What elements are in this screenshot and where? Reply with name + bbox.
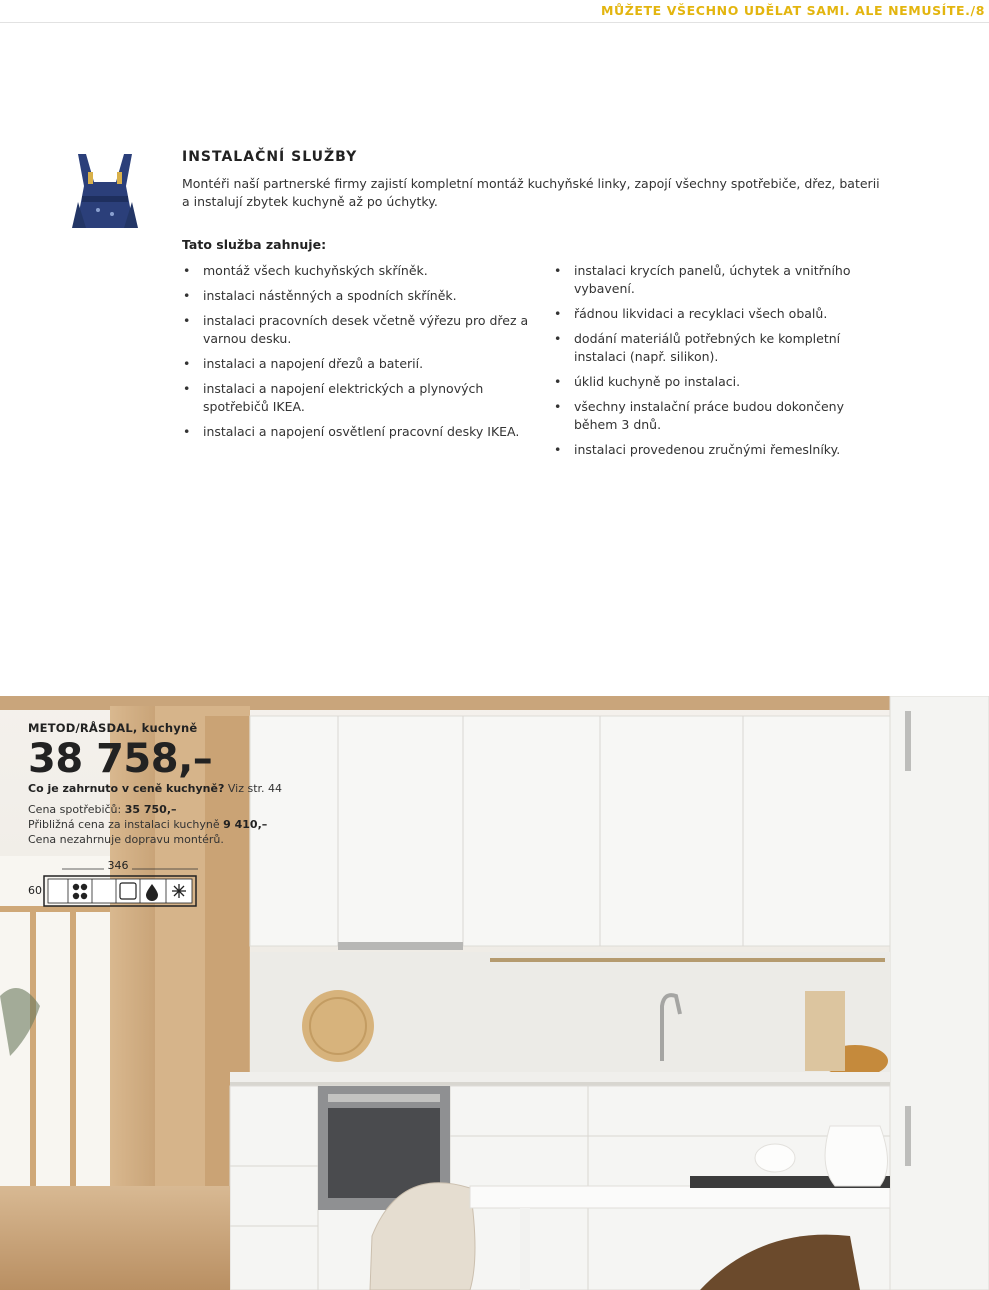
list-item: • instalaci a napojení osvětlení pracovní desky IKEA. bbox=[182, 423, 542, 441]
plan-width-label: 346 bbox=[107, 859, 129, 872]
list-item: • úklid kuchyně po instalaci. bbox=[553, 373, 873, 391]
plan-depth-label: 60 bbox=[28, 884, 42, 897]
list-item: • instalaci krycích panelů, úchytek a vnitřního vybavení. bbox=[553, 262, 873, 298]
list-item: • instalaci provedenou zručnými řemeslníky. bbox=[553, 441, 873, 459]
appliance-price-line bbox=[28, 802, 308, 817]
list-item: • instalaci a napojení dřezů a baterií. bbox=[182, 355, 542, 373]
section-intro: Montéři naší partnerské firmy zajistí kompletní montáž kuchyňské linky, zapojí všechny spotřebiče, dřez, baterii a instalují zbytek kuchyně až po úchytky. bbox=[182, 176, 880, 209]
install-price: 9 410,– bbox=[223, 818, 268, 831]
refrigerator-icon bbox=[172, 884, 186, 898]
included-question: Co je zahrnuto v ceně kuchyně? bbox=[28, 782, 225, 795]
appliance-label: Cena spotřebičů: bbox=[28, 803, 125, 816]
product-name: METOD/RÅSDAL, kuchyně bbox=[28, 721, 198, 735]
kitchen-plan-diagram bbox=[28, 858, 208, 908]
price-box bbox=[28, 721, 308, 847]
transport-note: Cena nezahrnuje dopravu montérů. bbox=[28, 833, 224, 846]
list-item: • instalaci pracovních desek včetně výřezu pro dřez a varnou desku. bbox=[182, 312, 542, 348]
section-title: INSTALAČNÍ SLUŽBY bbox=[182, 149, 358, 165]
install-label: Přibližná cena za instalaci kuchyně bbox=[28, 818, 224, 831]
includes-title: Tato služba zahnuje: bbox=[182, 237, 327, 252]
includes-list-right bbox=[553, 262, 873, 466]
page-header bbox=[0, 0, 989, 23]
list-item: • montáž všech kuchyňských skříněk. bbox=[182, 262, 542, 280]
included-ref[interactable]: Viz str. 44 bbox=[224, 782, 283, 795]
included-note bbox=[28, 781, 308, 796]
list-item: • instalaci nástěnných a spodních skříněk. bbox=[182, 287, 542, 305]
list-item: • všechny instalační práce budou dokončeny během 3 dnů. bbox=[553, 398, 873, 434]
appliance-price: 35 750,– bbox=[124, 803, 177, 816]
header-title: MŮŽETE VŠECHNO UDĚLAT SAMI. ALE NEMUSÍTE./8 bbox=[600, 3, 985, 18]
list-item: • instalaci a napojení elektrických a plynových spotřebičů IKEA. bbox=[182, 380, 542, 416]
list-item: • řádnou likvidaci a recyklaci všech obalů. bbox=[553, 305, 873, 323]
product-price: 38 758,– bbox=[28, 736, 213, 782]
list-item: • dodání materiálů potřebných ke kompletní instalaci (např. silikon). bbox=[553, 330, 873, 366]
includes-list-left bbox=[182, 262, 542, 448]
overalls-icon bbox=[64, 152, 146, 230]
install-price-line bbox=[28, 817, 308, 832]
